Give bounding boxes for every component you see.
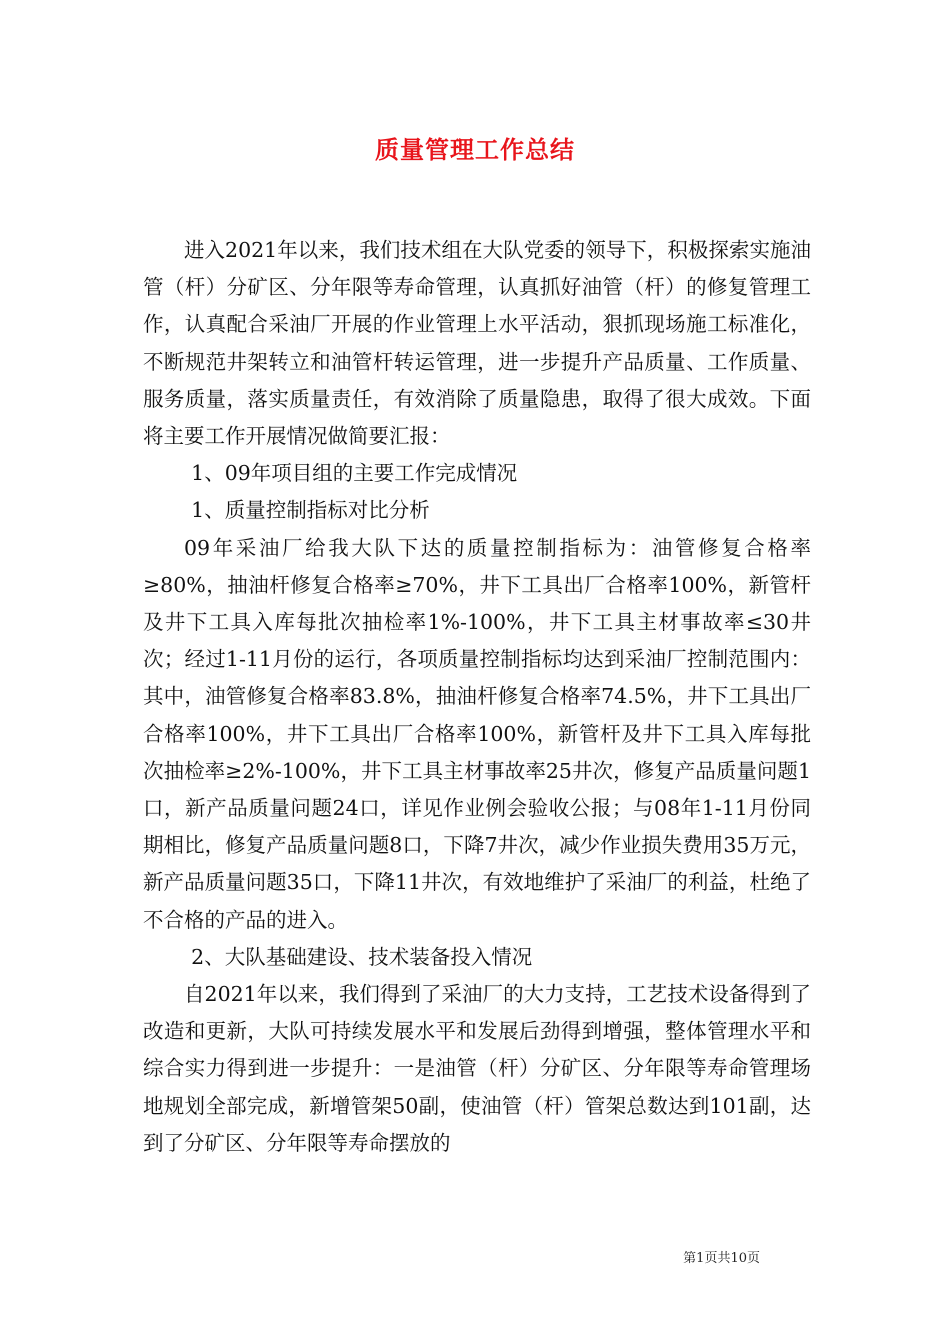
quality-indicators-paragraph: 09年采油厂给我大队下达的质量控制指标为：油管修复合格率≥80%，抽油杆修复合格率≥70%，井下工具出厂合格率100%，新管杆及井下工具入库每批次抽检率1%-100%，井下工具主材事故率≤30井次；经过1-11月份的运行，各项质量控制指标均达到采油厂控制范围内：其中，油管修复合格率83.8%，抽油杆修复合格率74.5%，井下工具出厂合格率100%，井下工具出厂合格率100%，新管杆及井下工具入库每批次抽检率≥2%-100%，井下工具主材事故率25井次，修复产品质量问题1口，新产品质量问题24口，详见作业例会验收公报；与08年1-11月份同期相比，修复产品质量问题8口，下降7井次，减少作业损失费用35万元，新产品质量问题35口，下降11井次，有效地维护了采油厂的利益，杜绝了不合格的产品的进入。 bbox=[143, 535, 811, 932]
page-number-footer: 第1页共10页 bbox=[683, 1251, 760, 1266]
section-heading-1: 1、09年项目组的主要工作完成情况 bbox=[191, 461, 518, 486]
document-body bbox=[143, 232, 811, 1162]
subsection-heading-1: 1、质量控制指标对比分析 bbox=[191, 498, 430, 523]
page-title: 质量管理工作总结 bbox=[375, 135, 575, 164]
subsection-heading-2: 2、大队基础建设、技术装备投入情况 bbox=[191, 944, 533, 969]
intro-paragraph: 进入2021年以来，我们技术组在大队党委的领导下，积极探索实施油管（杆）分矿区、分年限等寿命管理，认真抓好油管（杆）的修复管理工作，认真配合采油厂开展的作业管理上水平活动，狠抓现场施工标准化，不断规范井架转立和油管杆转运管理，进一步提升产品质量、工作质量、服务质量，落实质量责任，有效消除了质量隐患，取得了很大成效。下面将主要工作开展情况做简要汇报： bbox=[143, 238, 811, 449]
infrastructure-paragraph: 自2021年以来，我们得到了采油厂的大力支持，工艺技术设备得到了改造和更新，大队可持续发展水平和发展后劲得到增强，整体管理水平和综合实力得到进一步提升：一是油管（杆）分矿区、分年限等寿命管理场地规划全部完成，新增管架50副，使油管（杆）管架总数达到101副，达到了分矿区、分年限等寿命摆放的 bbox=[143, 982, 811, 1155]
